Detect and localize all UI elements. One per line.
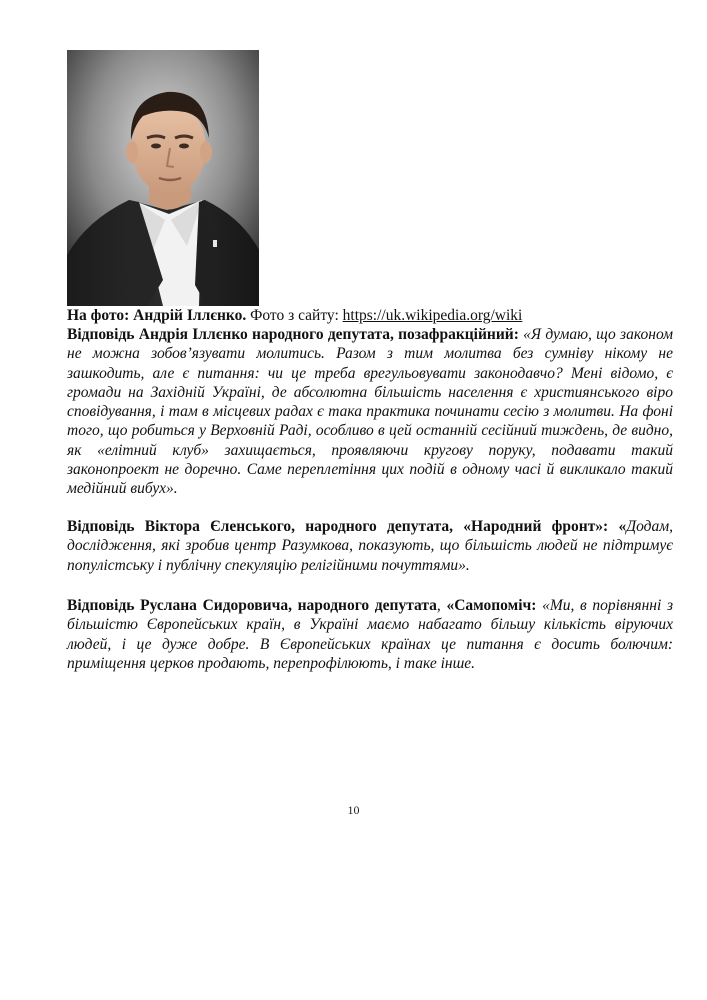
answer-heading: Відповідь Андрія Іллєнко народного депутата, позафракційний: <box>67 326 519 343</box>
answer-paragraph <box>67 325 673 499</box>
answer-quote: Додам, дослідження, які зробив центр Разумкова, показують, що більшість людей не підтримує популістську і публічну спекуляцію релігійними почуттями». <box>67 518 673 574</box>
answer-paragraph <box>67 517 673 575</box>
caption-label: На фото: Андрій Іллєнко. <box>67 307 247 324</box>
page-number: 10 <box>347 803 360 817</box>
photo-caption <box>67 306 672 325</box>
portrait-photo <box>67 50 259 306</box>
caption-text: Фото з сайту: <box>246 307 343 324</box>
answer-quote: «Я думаю, що законом не можна зобов’язувати молитись. Разом з тим молитва без сумніву нікому не зашкодить, але є питання: чи це треба врегульовувати законодавчо? Мені відомо, є громади на Західній Україні, де абсолютна більшість населення є християнського віро сповідування, і там в місцевих радах є така практика починати сесію з молитви. На фоні того, що робиться у Верховній Раді, особливо в цей останній сесійний тиждень, де видно, як «елітний клуб» захищається, проявляючи кругову поруку, подавати такий законопроект не доречно. Саме переплетіння цих подій в одному часі й викликало такий медійний вибух». <box>67 326 673 498</box>
answer-paragraph <box>67 596 673 673</box>
answer-heading: Відповідь Віктора Єленського, народного депутата, «Народний фронт»: « <box>67 518 627 535</box>
answer-heading-party: «Самопоміч: <box>446 597 537 614</box>
source-link[interactable]: https://uk.wikipedia.org/wiki <box>342 307 523 324</box>
answer-heading-separator: , <box>436 597 447 614</box>
portrait-image <box>67 50 259 306</box>
answer-quote: «Ми, в порівнянні з більшістю Європейських країн, в Україні маємо набагато більшу кількість віруючих людей, і це дуже добре. В Європейських країнах це питання є досить болючим: приміщення церков продають, перепрофілюють, і таке інше. <box>67 597 673 672</box>
answer-heading: Відповідь Руслана Сидоровича, народного депутата <box>67 597 437 614</box>
